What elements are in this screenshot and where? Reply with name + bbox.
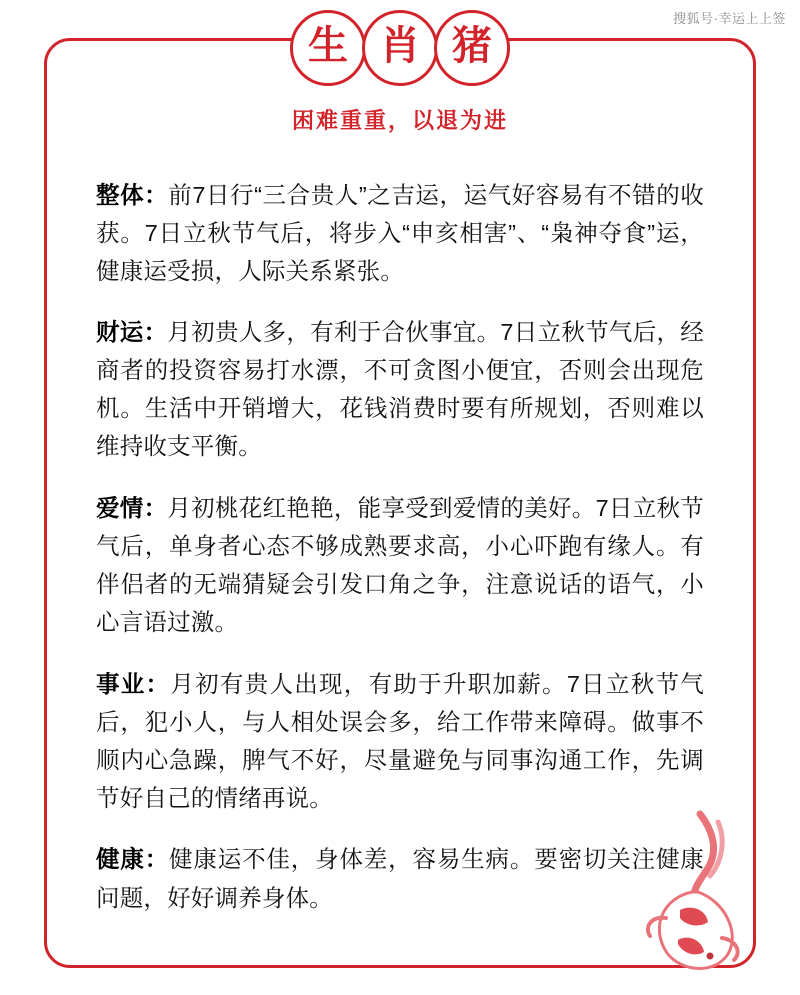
seal-badge-2 — [362, 10, 438, 86]
seal-char-1: 生 — [308, 22, 348, 69]
watermark-label: 搜狐号·幸运上上签 — [673, 11, 786, 26]
section-label-love: 爱情： — [96, 494, 168, 521]
fortune-sections — [96, 152, 704, 917]
section-text-career: 月初有贵人出现，有助于升职加薪。7日立秋节气后，犯小人，与人相处误会多，给工作带来障碍。做事不顺内心急躁，脾气不好，尽量避免与同事沟通工作，先调节好自己的情绪再说。 — [96, 670, 704, 811]
seal-char-3: 猪 — [452, 22, 492, 69]
section-health — [96, 840, 704, 916]
section-overall — [96, 176, 704, 290]
section-text-wealth: 月初贵人多，有利于合伙事宜。7日立秋节气后，经商者的投资容易打水漂，不可贪图小便宜，否则会出现危机。生活中开销增大，花钱消费时要有所规划，否则难以维持收支平衡。 — [96, 319, 704, 460]
seal-badge-1 — [290, 10, 366, 86]
section-text-overall: 前7日行“三合贵人”之吉运，运气好容易有不错的收获。7日立秋节气后，将步入“申亥相害”、“枭神夺食”运，健康运受损，人际关系紧张。 — [96, 181, 704, 284]
seal-char-2: 肖 — [380, 22, 420, 69]
section-wealth — [96, 313, 704, 465]
section-text-love: 月初桃花红艳艳，能享受到爱情的美好。7日立秋节气后，单身者心态不够成熟要求高，小心吓跑有缘人。有伴侣者的无端猜疑会引发口角之争，注意说话的语气，小心言语过激。 — [96, 494, 704, 636]
section-label-wealth: 财运： — [96, 319, 168, 346]
section-label-career: 事业： — [96, 670, 171, 697]
poster-subtitle: 困难重重，以退为进 — [291, 108, 508, 133]
section-love — [96, 489, 704, 641]
seal-badge-3 — [434, 10, 510, 86]
section-label-health: 健康： — [96, 846, 170, 873]
section-career — [96, 665, 704, 817]
section-label-overall: 整体： — [96, 181, 169, 208]
section-text-health: 健康运不佳，身体差，容易生病。要密切关注健康问题，好好调养身体。 — [96, 846, 704, 911]
zodiac-seal-group — [0, 10, 800, 86]
